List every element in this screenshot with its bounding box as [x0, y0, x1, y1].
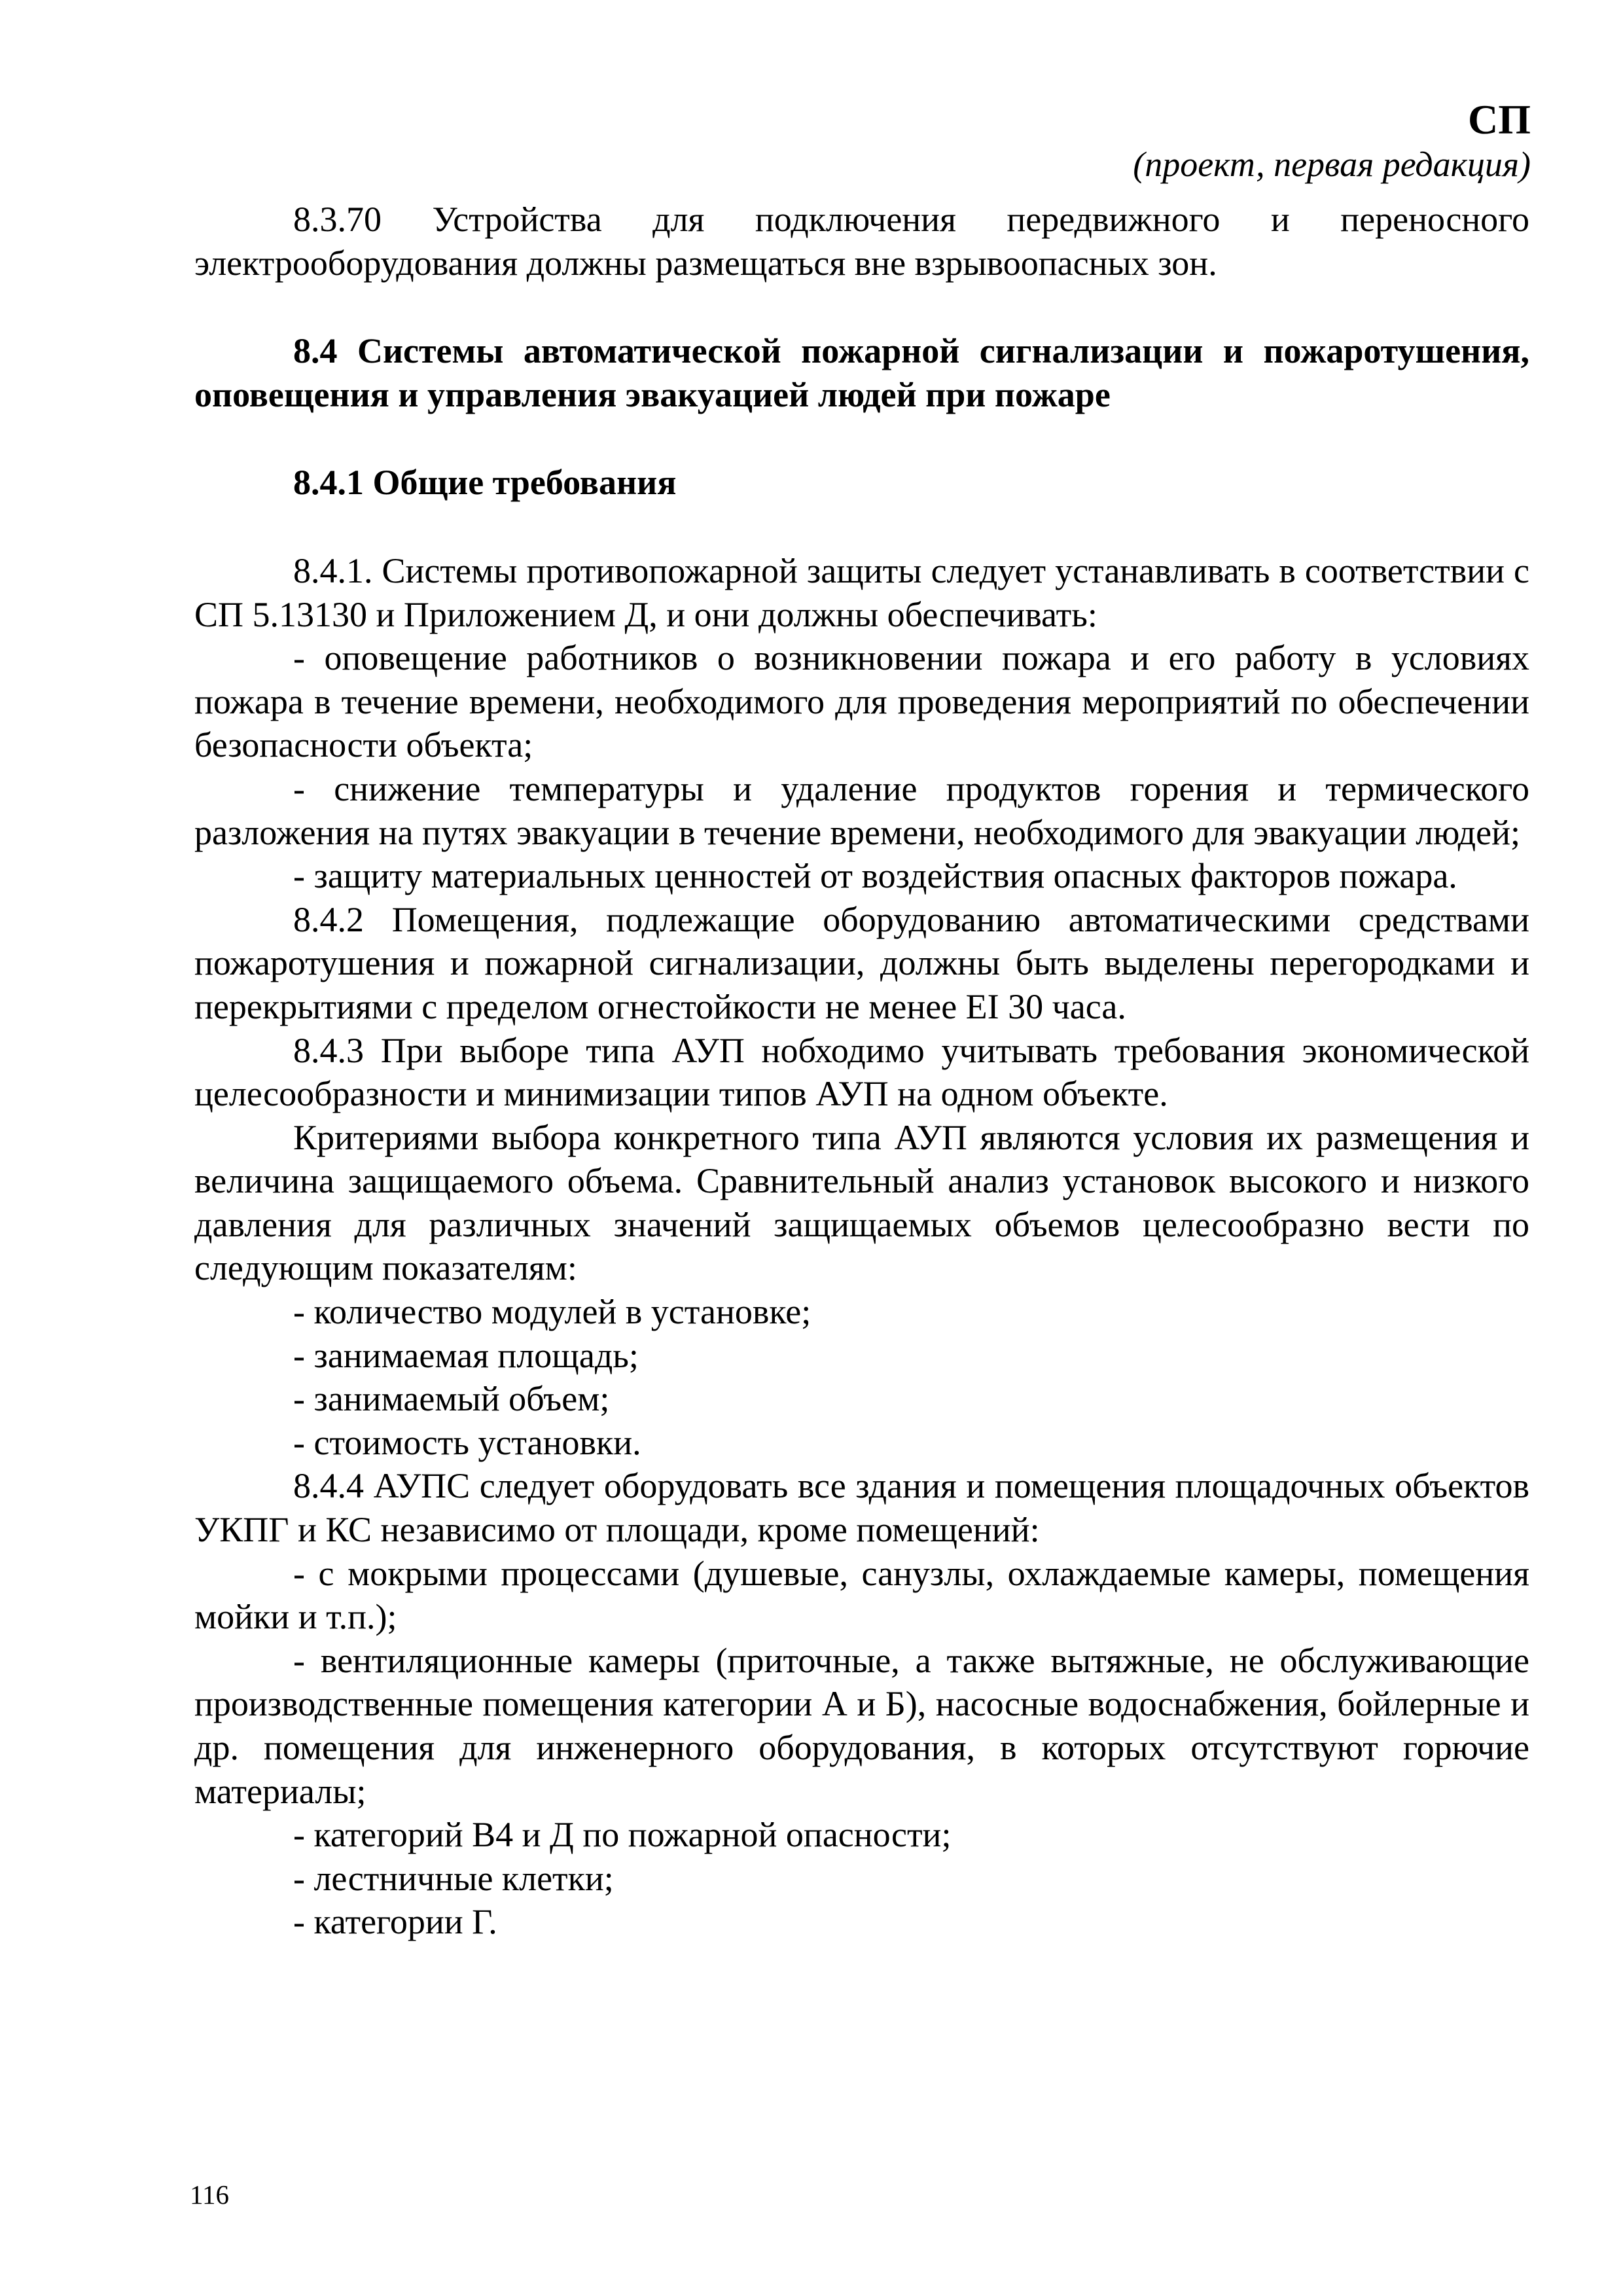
page-number: 116	[190, 2179, 229, 2210]
list-item: - занимаемая площадь;	[293, 1335, 639, 1375]
paragraph-criteria: Критериями выбора конкретного типа АУП являются условия их размещения и величина защищаемого объема. Сравнительный анализ установок высокого и низкого давления для различных значений защищаемых объемов целесообразно вести по следующим показателям:	[194, 1117, 1529, 1288]
document-code: СП	[1468, 96, 1531, 143]
list-item: - категории Г.	[293, 1902, 497, 1942]
paragraph-8-4-4: 8.4.4 АУПС следует оборудовать все здания и помещения площадочных объектов УКПГ и КС независимо от площади, кроме помещений:	[194, 1466, 1529, 1550]
paragraph-8-4-1: 8.4.1. Системы противопожарной защиты следует устанавливать в соответствии с СП 5.13130 и Приложением Д, и они должны обеспечивать:	[194, 550, 1529, 634]
paragraph-8-3-70: 8.3.70 Устройства для подключения передвижного и переносного электрооборудования должны размещаться вне взрывоопасных зон.	[194, 200, 1529, 283]
document-body	[194, 198, 1529, 1944]
list-item: - снижение температуры и удаление продуктов горения и термического разложения на путях эвакуации в течение времени, необходимого для эвакуации людей;	[194, 768, 1529, 852]
section-title-8-4: 8.4 Системы автоматической пожарной сигнализации и пожаротушения, оповещения и управления эвакуацией людей при пожаре	[194, 331, 1529, 414]
list-item: - лестничные клетки;	[293, 1858, 614, 1898]
subsection-title-8-4-1: 8.4.1 Общие требования	[293, 463, 677, 503]
list-item: - вентиляционные камеры (приточные, а также вытяжные, не обслуживающие производственные помещения категории А и Б), насосные водоснабжения, бойлерные и др. помещения для инженерного оборудования, в которых отсутствуют горючие материалы;	[194, 1640, 1529, 1811]
paragraph-8-4-2: 8.4.2 Помещения, подлежащие оборудованию автоматическими средствами пожаротушения и пожарной сигнализации, должны быть выделены перегородками и перекрытиями с пределом огнестойкости не менее EI 30 часа.	[194, 899, 1529, 1026]
list-item: - защиту материальных ценностей от воздействия опасных факторов пожара.	[293, 856, 1457, 896]
list-item: - категорий В4 и Д по пожарной опасности;	[293, 1815, 952, 1855]
list-item: - стоимость установки.	[293, 1422, 641, 1462]
list-item: - с мокрыми процессами (душевые, санузлы, охлаждаемые камеры, помещения мойки и т.п.);	[194, 1553, 1529, 1637]
list-item: - оповещение работников о возникновении пожара и его работу в условиях пожара в течение времени, необходимого для проведения мероприятий по обеспечении безопасности объекта;	[194, 638, 1529, 765]
document-status: (проект, первая редакция)	[1133, 145, 1531, 184]
paragraph-8-4-3: 8.4.3 При выборе типа АУП нобходимо учитывать требования экономической целесообразности и минимизации типов АУП на одном объекте.	[194, 1030, 1529, 1114]
list-item: - занимаемый объем;	[293, 1379, 610, 1419]
list-item: - количество модулей в установке;	[293, 1292, 812, 1332]
